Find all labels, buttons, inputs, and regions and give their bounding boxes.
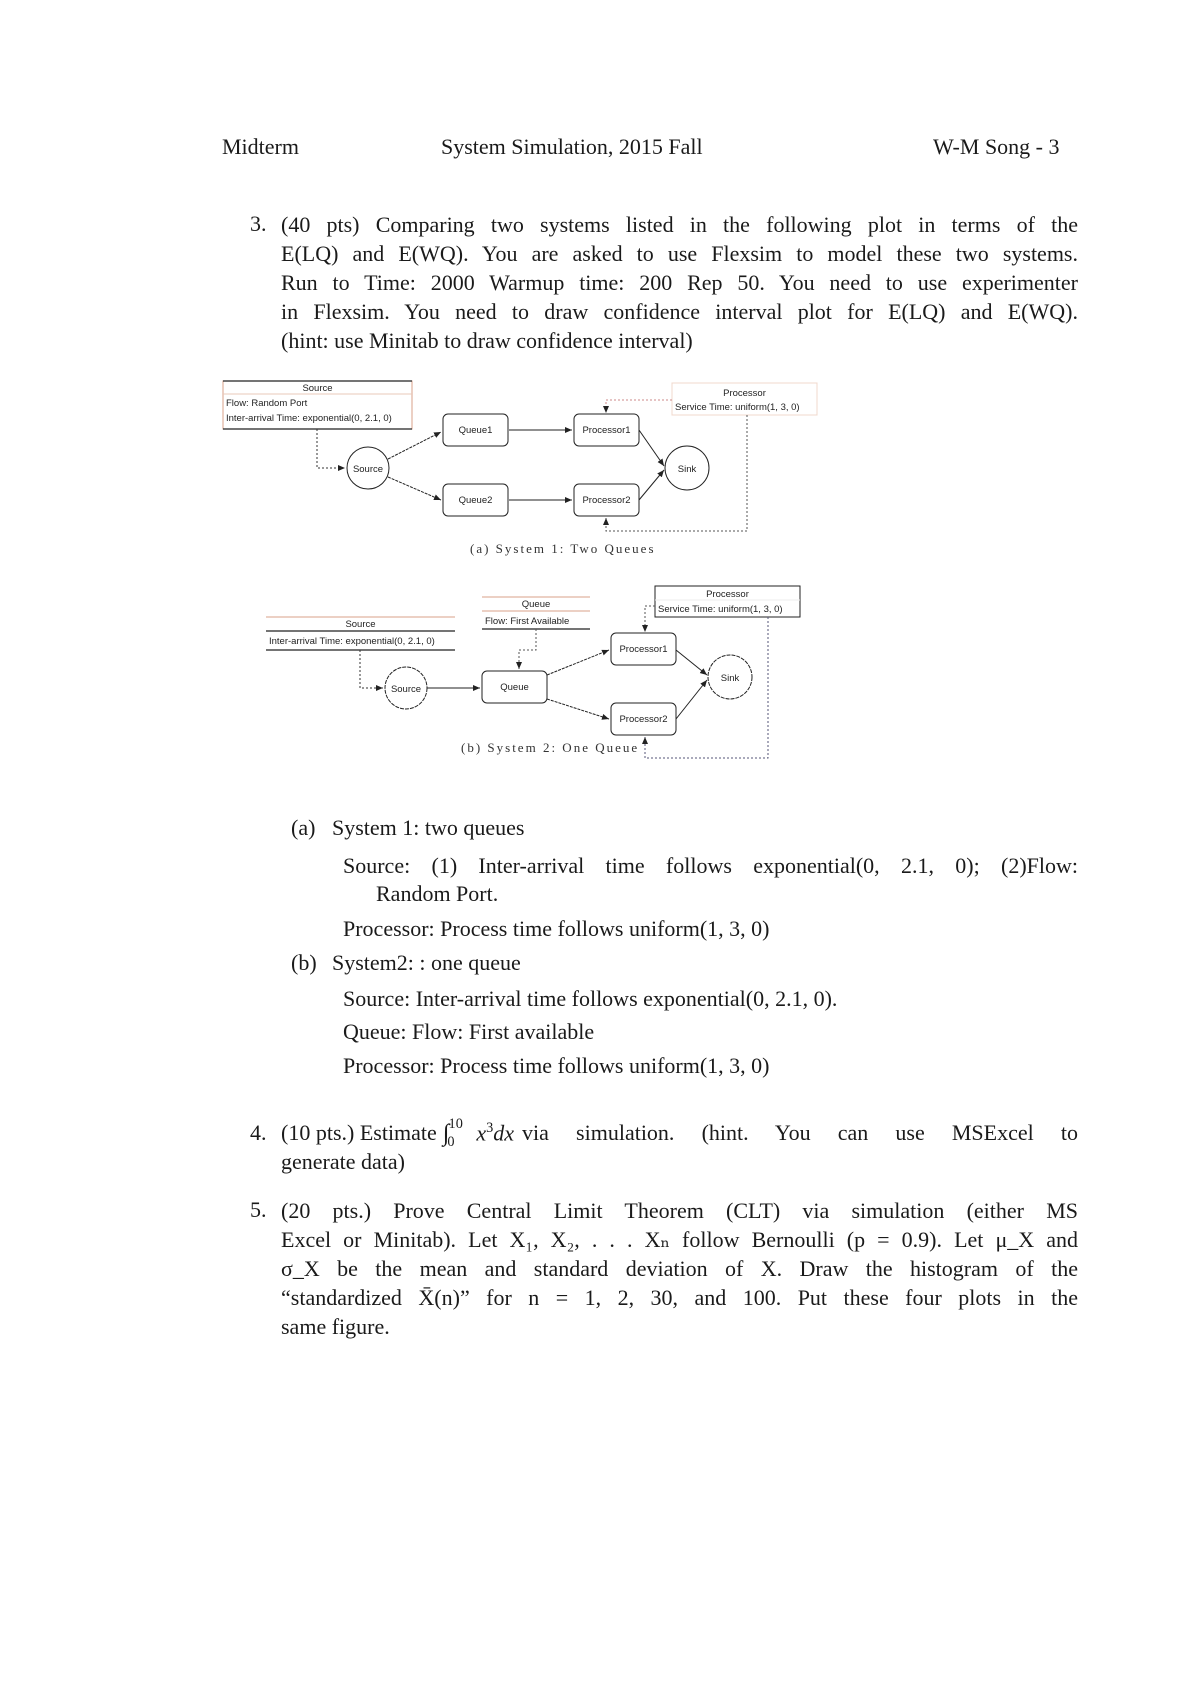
- figure-b-queue-node: Queue: [500, 682, 529, 693]
- q5-number: 5.: [250, 1197, 267, 1222]
- subitem-a-processor: Processor: Process time follows uniform(1, 3, 0): [343, 916, 770, 941]
- subitem-a-label: (a): [291, 815, 316, 840]
- q4-number: 4.: [250, 1120, 267, 1145]
- q3-line-1: (40 pts) Comparing two systems listed in the following plot in terms of the: [281, 212, 1078, 237]
- q4-dx: dx: [493, 1120, 515, 1146]
- header-center: System Simulation, 2015 Fall: [441, 134, 703, 159]
- q4-line-2: generate data): [281, 1149, 405, 1174]
- q4-integral-lower: 0: [447, 1133, 455, 1150]
- subitem-a-source-line2: Random Port.: [376, 881, 499, 906]
- figure-a-processor-table: [672, 383, 817, 415]
- q3-line-2: E(LQ) and E(WQ). You are asked to use Flexsim to model these two systems.: [281, 241, 1078, 266]
- figure-a-processor-title: Processor: [723, 388, 766, 399]
- q3-number: 3.: [250, 211, 267, 236]
- figure-a-source-row-1: Flow: Random Port: [226, 398, 308, 409]
- header-left: Midterm: [222, 134, 299, 159]
- q4-integral: $\int_0^{10}$ $x^3dx$: [442, 1116, 515, 1150]
- figure-a: [223, 381, 817, 531]
- q5-line-3: σ_X be the mean and standard deviation of X. Draw the histogram of the: [281, 1256, 1078, 1281]
- figure-b: [266, 586, 800, 758]
- q4-suffix: via simulation. (hint. You can use MSExcel to: [522, 1120, 1078, 1146]
- figure-a-processor-row-1: Service Time: uniform(1, 3, 0): [675, 402, 800, 413]
- q4-integrand: x: [476, 1120, 487, 1146]
- q5-line-2: Excel or Minitab). Let X₁, X₂, . . . Xₙ follow Bernoulli (p = 0.9). Let μ_X and: [281, 1227, 1078, 1252]
- figure-b-source-node: Source: [390, 684, 422, 695]
- q3-line-5: (hint: use Minitab to draw confidence interval): [281, 328, 693, 353]
- figure-b-processor1-node: Processor1: [619, 644, 668, 655]
- subitem-b-processor: Processor: Process time follows uniform(1, 3, 0): [343, 1053, 770, 1078]
- figure-a-queue2-node: Queue2: [458, 495, 493, 506]
- figure-b-processor-table: [655, 586, 800, 617]
- q3-line-4: in Flexsim. You need to draw confidence interval plot for E(LQ) and E(WQ).: [281, 299, 1078, 324]
- q5-text: [281, 1196, 1078, 1341]
- figure-b-processor-title: Processor: [706, 589, 749, 600]
- figure-b-caption: (b) System 2: One Queue: [461, 740, 640, 755]
- figure-b-processor2-node: Processor2: [619, 714, 668, 725]
- q5-line-4: “standardized X̄(n)” for n = 1, 2, 30, and 100. Put these four plots in the: [281, 1285, 1078, 1310]
- figure-a-source-title: Source: [302, 383, 333, 394]
- figure-b-source-title: Source: [345, 619, 376, 630]
- figure-b-queue-row-1: Flow: First Available: [485, 616, 570, 627]
- q4-line-1: [281, 1116, 1078, 1151]
- figure-a-caption: (a) System 1: Two Queues: [470, 541, 656, 556]
- subitem-b-label: (b): [291, 950, 317, 975]
- subitem-b-source: Source: Inter-arrival time follows exponential(0, 2.1, 0).: [343, 986, 838, 1011]
- subitem-a-title: System 1: two queues: [332, 815, 525, 840]
- subitem-b-queue: Queue: Flow: First available: [343, 1019, 595, 1044]
- figure-a-source-node: Source: [352, 464, 384, 475]
- figure-b-queue-title: Queue: [521, 599, 551, 610]
- header-right: W-M Song - 3: [933, 134, 1060, 159]
- q5-line-5: same figure.: [281, 1314, 390, 1339]
- figure-a-queue1-node: Queue1: [458, 425, 493, 436]
- figure-a-source-table: [223, 381, 412, 429]
- figure-b-source-table: [266, 617, 455, 650]
- figure-a-source-row-2: Inter-arrival Time: exponential(0, 2.1, 0): [226, 413, 392, 424]
- figure-b-source-row-1: Inter-arrival Time: exponential(0, 2.1, 0): [269, 636, 435, 647]
- figure-a-processor1-node: Processor1: [582, 425, 631, 436]
- figure-a-sink-node: Sink: [677, 464, 697, 475]
- subitem-b-title: System2: : one queue: [332, 950, 521, 975]
- system-diagrams: [0, 0, 1190, 800]
- q3-line-3: Run to Time: 2000 Warmup time: 200 Rep 50. You need to use experimenter: [281, 270, 1078, 295]
- subitem-a-source-line1: Source: (1) Inter-arrival time follows exponential(0, 2.1, 0); (2)Flow:: [343, 853, 1078, 878]
- q5-line-1: (20 pts.) Prove Central Limit Theorem (CLT) via simulation (either MS: [281, 1198, 1078, 1223]
- q4-power: 3: [486, 1120, 494, 1136]
- figure-b-processor-row-1: Service Time: uniform(1, 3, 0): [658, 604, 783, 615]
- figure-b-queue-table: [482, 597, 590, 629]
- q4-prefix: (10 pts.) Estimate: [281, 1120, 437, 1146]
- figure-b-sink-node: Sink: [720, 673, 740, 684]
- q4-integral-upper: 10: [448, 1116, 463, 1132]
- figure-a-processor2-node: Processor2: [582, 495, 631, 506]
